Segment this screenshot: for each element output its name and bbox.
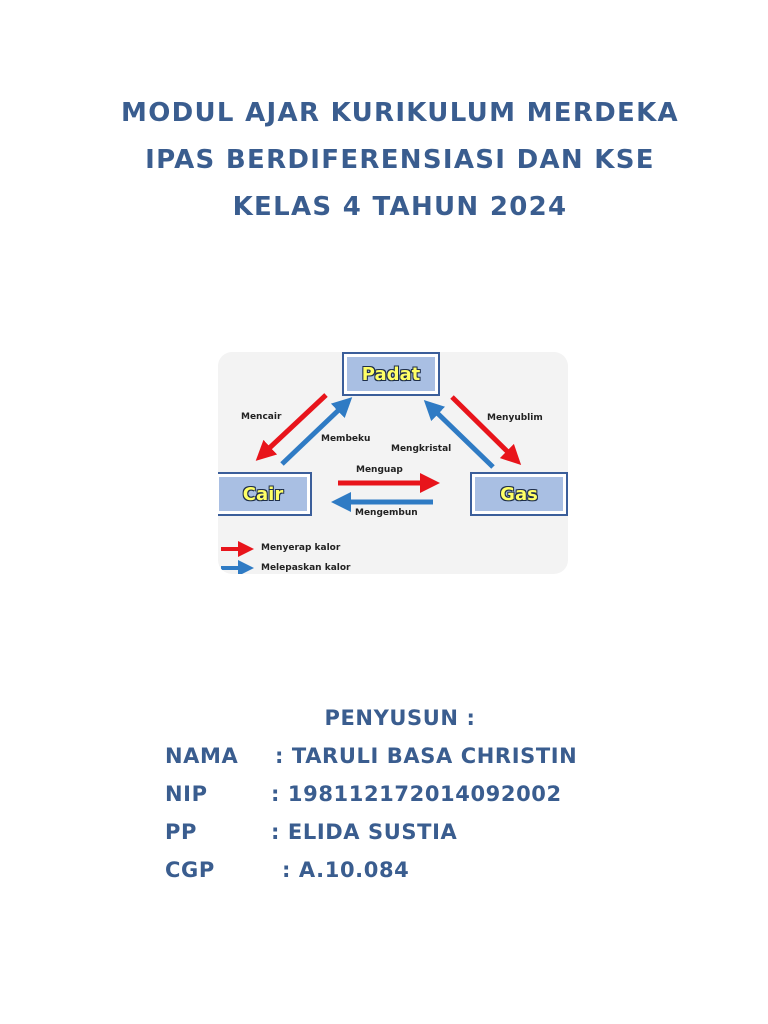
arrow-mencair <box>263 395 326 454</box>
cgp-label: CGP <box>165 858 215 882</box>
label-deposition: Mengkristal <box>391 444 452 454</box>
legend-absorb-label: Menyerap kalor <box>261 543 341 553</box>
state-liquid-label: Cair <box>219 477 307 511</box>
cgp-value: : A.10.084 <box>282 858 410 882</box>
author-heading: PENYUSUN : <box>324 706 476 730</box>
title-line-1: MODUL AJAR KURIKULUM MERDEKA <box>121 98 679 128</box>
arrow-menyublim <box>452 397 514 458</box>
state-solid-label: Padat <box>347 357 435 391</box>
label-sublimation: Menyublim <box>487 413 543 423</box>
state-gas <box>470 472 568 516</box>
legend-release-label: Melepaskan kalor <box>261 563 351 573</box>
states-of-matter-diagram <box>218 352 568 574</box>
label-melting: Mencair <box>241 412 282 422</box>
state-solid <box>342 352 440 396</box>
label-condensation: Mengembun <box>355 508 418 518</box>
pp-value: : ELIDA SUSTIA <box>271 820 458 844</box>
title-line-2: IPAS BERDIFERENSIASI DAN KSE <box>145 145 655 175</box>
state-liquid <box>218 472 312 516</box>
label-freezing: Membeku <box>321 434 371 444</box>
arrow-mengkristal <box>431 407 493 467</box>
nip-value: : 198112172014092002 <box>271 782 562 806</box>
name-label: NAMA <box>165 744 239 768</box>
name-value: : TARULI BASA CHRISTIN <box>275 744 578 768</box>
title-line-3: KELAS 4 TAHUN 2024 <box>232 192 568 222</box>
pp-label: PP <box>165 820 197 844</box>
state-gas-label: Gas <box>475 477 563 511</box>
label-evaporation: Menguap <box>356 465 403 475</box>
nip-label: NIP <box>165 782 208 806</box>
